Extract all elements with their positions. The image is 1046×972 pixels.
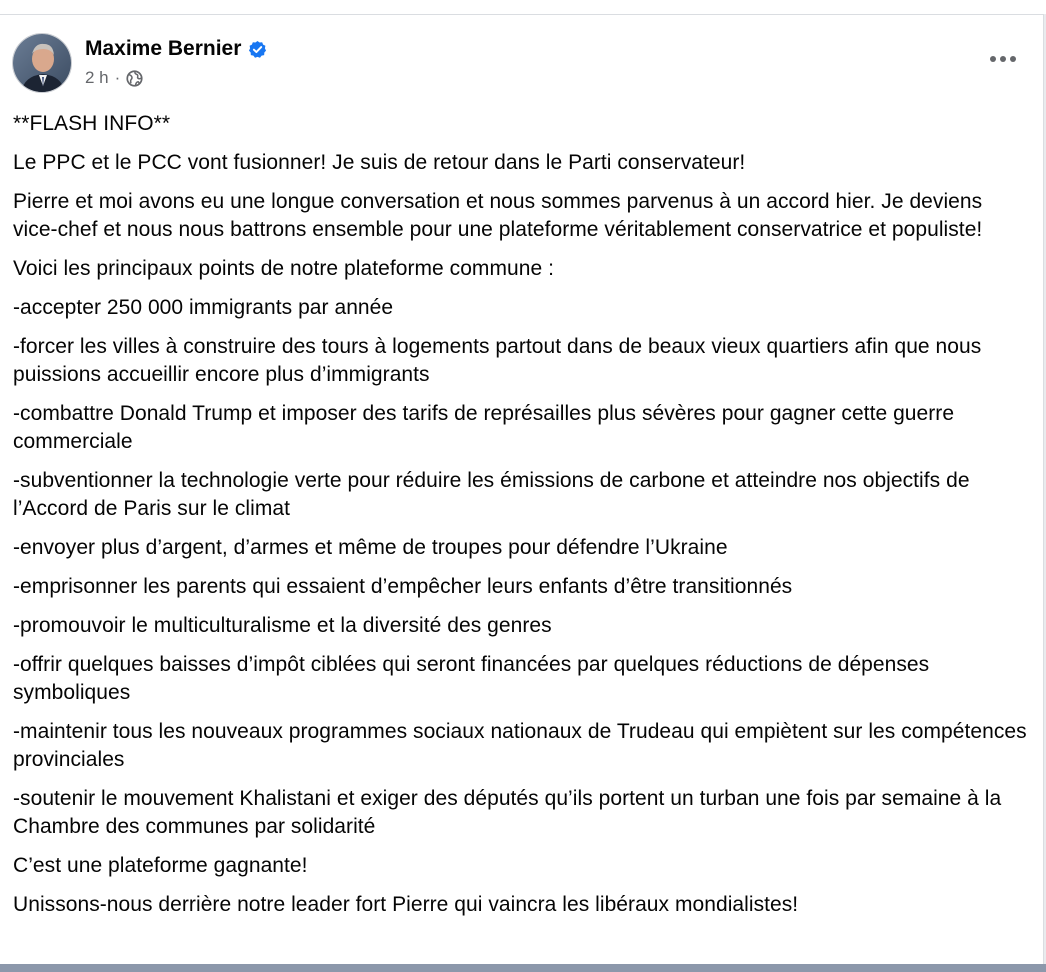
post-paragraph: -promouvoir le multiculturalisme et la diversité des genres [13, 614, 552, 637]
globe-icon[interactable] [126, 70, 143, 87]
post-header [12, 33, 267, 93]
post-paragraph: -accepter 250 000 immigrants par année [13, 296, 394, 319]
post-body [13, 110, 1031, 930]
post-paragraph: C’est une plateforme gagnante! [13, 854, 308, 877]
author-name[interactable]: Maxime Bernier [85, 37, 242, 60]
top-strip [0, 0, 1046, 14]
separator-dot: · [114, 68, 121, 87]
post-paragraph: Voici les principaux points de notre plateforme commune : [13, 257, 554, 280]
author-row [85, 36, 267, 62]
post-paragraph: Pierre et moi avons eu une longue conversation et nous sommes parvenus à un accord hier. Je deviens vice-chef et nous nous battrons ensemble pour une plateforme véritablement conservatrice et populiste! [13, 190, 983, 241]
avatar-photo [13, 34, 72, 93]
post-paragraph: -subventionner la technologie verte pour réduire les émissions de carbone et atteindre nos objectifs de l’Accord de Paris sur le climat [13, 469, 970, 520]
verified-badge-icon [248, 40, 267, 59]
post-paragraph: -emprisonner les parents qui essaient d’empêcher leurs enfants d’être transitionnés [13, 575, 793, 598]
post-paragraph: -envoyer plus d’argent, d’armes et même de troupes pour défendre l’Ukraine [13, 536, 728, 559]
post-meta [85, 36, 267, 88]
post-paragraph: -forcer les villes à construire des tours à logements partout dans de beaux vieux quartiers afin que nous puissions accueillir encore plus d’immigrants [13, 335, 982, 386]
post-paragraph: -maintenir tous les nouveaux programmes sociaux nationaux de Trudeau qui empiètent sur les compétences provinciales [13, 720, 1027, 771]
post-paragraph: Unissons-nous derrière notre leader fort Pierre qui vaincra les libéraux mondialistes! [13, 893, 799, 916]
post-paragraph: -soutenir le mouvement Khalistani et exiger des députés qu’ils portent un turban une fois par semaine à la Chambre des communes par solidarité [13, 787, 1002, 838]
bottom-strip [0, 964, 1046, 972]
avatar[interactable] [12, 33, 72, 93]
post-subinfo [85, 68, 267, 88]
more-options-icon [990, 56, 1016, 62]
facebook-post [0, 14, 1044, 965]
post-paragraph: -combattre Donald Trump et imposer des tarifs de représailles plus sévères pour gagner cette guerre commerciale [13, 402, 955, 453]
post-paragraph: -offrir quelques baisses d’impôt ciblées qui seront financées par quelques réductions de dépenses symboliques [13, 653, 930, 704]
post-paragraph: Le PPC et le PCC vont fusionner! Je suis de retour dans le Parti conservateur! [13, 151, 746, 174]
more-options-button[interactable] [985, 47, 1021, 71]
post-timestamp[interactable]: 2 h [85, 68, 109, 87]
post-paragraph: **FLASH INFO** [13, 112, 171, 135]
